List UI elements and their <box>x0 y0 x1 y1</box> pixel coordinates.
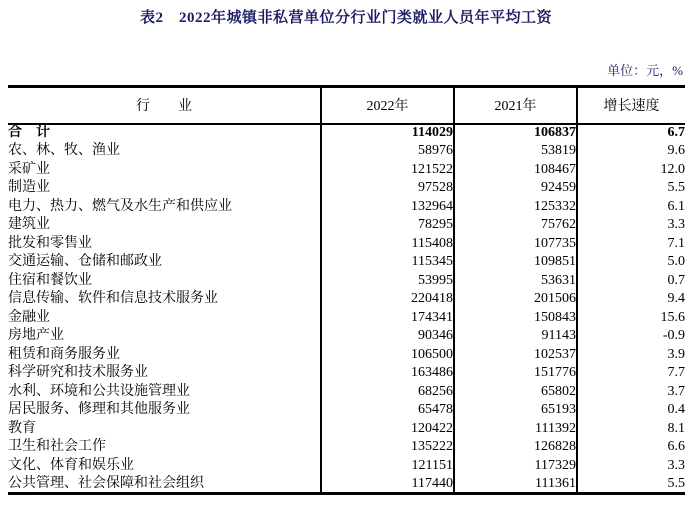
value-2021-cell: 111361 <box>454 475 577 494</box>
value-2021-cell: 111392 <box>454 420 577 439</box>
table-row <box>8 235 685 254</box>
growth-rate-cell: -0.9 <box>577 327 685 346</box>
value-2021-cell: 91143 <box>454 327 577 346</box>
table-row <box>8 364 685 383</box>
value-2022-cell: 97528 <box>321 179 454 198</box>
industry-cell: 信息传输、软件和信息技术服务业 <box>8 291 218 307</box>
table-row <box>8 272 685 291</box>
value-2021-cell: 65802 <box>454 383 577 402</box>
value-2022-cell: 115408 <box>321 235 454 254</box>
industry-cell: 住宿和餐饮业 <box>8 272 92 288</box>
value-2021-cell: 65193 <box>454 401 577 420</box>
industry-cell: 科学研究和技术服务业 <box>8 365 148 381</box>
header-year-2022: 2022年 <box>321 87 454 124</box>
growth-rate-cell: 3.7 <box>577 383 685 402</box>
table-row <box>8 253 685 272</box>
growth-rate-cell: 0.4 <box>577 401 685 420</box>
value-2021-cell: 201506 <box>454 290 577 309</box>
industry-cell: 卫生和社会工作 <box>8 439 106 455</box>
table-row <box>8 309 685 328</box>
value-2021-cell: 107735 <box>454 235 577 254</box>
growth-rate-cell: 5.5 <box>577 475 685 494</box>
table-row <box>8 198 685 217</box>
value-2021-cell: 125332 <box>454 198 577 217</box>
industry-cell: 房地产业 <box>8 328 64 344</box>
table-body <box>8 124 685 494</box>
industry-cell: 制造业 <box>8 180 50 196</box>
value-2022-cell: 132964 <box>321 198 454 217</box>
value-2021-cell: 92459 <box>454 179 577 198</box>
value-2022-cell: 90346 <box>321 327 454 346</box>
industry-cell: 交通运输、仓储和邮政业 <box>8 254 162 270</box>
growth-rate-cell: 3.3 <box>577 216 685 235</box>
industry-cell: 农、林、牧、渔业 <box>8 143 120 159</box>
wage-table <box>8 85 685 495</box>
industry-cell: 水利、环境和公共设施管理业 <box>8 383 190 399</box>
table-row <box>8 124 685 143</box>
table-row <box>8 457 685 476</box>
header-industry: 行 业 <box>8 87 321 124</box>
value-2022-cell: 121151 <box>321 457 454 476</box>
table-row <box>8 161 685 180</box>
value-2022-cell: 115345 <box>321 253 454 272</box>
table-row <box>8 179 685 198</box>
value-2021-cell: 109851 <box>454 253 577 272</box>
industry-cell: 合 计 <box>8 125 50 141</box>
value-2021-cell: 150843 <box>454 309 577 328</box>
value-2021-cell: 117329 <box>454 457 577 476</box>
unit-label: 单位：元，% <box>607 63 683 78</box>
value-2022-cell: 65478 <box>321 401 454 420</box>
value-2021-cell: 108467 <box>454 161 577 180</box>
header-year-2021: 2021年 <box>454 87 577 124</box>
value-2022-cell: 121522 <box>321 161 454 180</box>
growth-rate-cell: 3.9 <box>577 346 685 365</box>
table-row <box>8 383 685 402</box>
page <box>0 6 692 495</box>
growth-rate-cell: 9.4 <box>577 290 685 309</box>
industry-cell: 电力、热力、燃气及水生产和供应业 <box>8 198 232 214</box>
value-2022-cell: 135222 <box>321 438 454 457</box>
table-row <box>8 327 685 346</box>
value-2022-cell: 78295 <box>321 216 454 235</box>
table-row <box>8 346 685 365</box>
table-row <box>8 438 685 457</box>
growth-rate-cell: 0.7 <box>577 272 685 291</box>
table-row <box>8 475 685 494</box>
value-2022-cell: 174341 <box>321 309 454 328</box>
page-title: 表2 2022年城镇非私营单位分行业门类就业人员年平均工资 <box>139 10 552 26</box>
industry-cell: 居民服务、修理和其他服务业 <box>8 402 190 418</box>
value-2022-cell: 220418 <box>321 290 454 309</box>
value-2022-cell: 106500 <box>321 346 454 365</box>
value-2022-cell: 163486 <box>321 364 454 383</box>
value-2022-cell: 58976 <box>321 142 454 161</box>
growth-rate-cell: 15.6 <box>577 309 685 328</box>
industry-cell: 公共管理、社会保障和社会组织 <box>8 475 204 491</box>
header-row <box>8 87 685 124</box>
value-2022-cell: 117440 <box>321 475 454 494</box>
industry-cell: 采矿业 <box>8 161 50 177</box>
value-2022-cell: 114029 <box>321 124 454 143</box>
value-2022-cell: 53995 <box>321 272 454 291</box>
table-row <box>8 290 685 309</box>
value-2021-cell: 102537 <box>454 346 577 365</box>
industry-cell: 批发和零售业 <box>8 235 92 251</box>
growth-rate-cell: 6.7 <box>577 124 685 143</box>
value-2022-cell: 68256 <box>321 383 454 402</box>
growth-rate-cell: 8.1 <box>577 420 685 439</box>
growth-rate-cell: 9.6 <box>577 142 685 161</box>
growth-rate-cell: 12.0 <box>577 161 685 180</box>
header-growth-rate: 增长速度 <box>577 87 685 124</box>
growth-rate-cell: 6.6 <box>577 438 685 457</box>
table-row <box>8 216 685 235</box>
table-row <box>8 142 685 161</box>
growth-rate-cell: 7.7 <box>577 364 685 383</box>
industry-cell: 租赁和商务服务业 <box>8 346 120 362</box>
value-2021-cell: 75762 <box>454 216 577 235</box>
value-2021-cell: 53819 <box>454 142 577 161</box>
table-row <box>8 401 685 420</box>
growth-rate-cell: 6.1 <box>577 198 685 217</box>
industry-cell: 教育 <box>8 420 36 436</box>
value-2021-cell: 151776 <box>454 364 577 383</box>
industry-cell: 建筑业 <box>8 217 50 233</box>
value-2021-cell: 106837 <box>454 124 577 143</box>
growth-rate-cell: 5.5 <box>577 179 685 198</box>
industry-cell: 文化、体育和娱乐业 <box>8 457 134 473</box>
growth-rate-cell: 7.1 <box>577 235 685 254</box>
value-2021-cell: 126828 <box>454 438 577 457</box>
growth-rate-cell: 3.3 <box>577 457 685 476</box>
growth-rate-cell: 5.0 <box>577 253 685 272</box>
industry-cell: 金融业 <box>8 309 50 325</box>
table-header <box>8 87 685 124</box>
table-row <box>8 420 685 439</box>
value-2022-cell: 120422 <box>321 420 454 439</box>
value-2021-cell: 53631 <box>454 272 577 291</box>
